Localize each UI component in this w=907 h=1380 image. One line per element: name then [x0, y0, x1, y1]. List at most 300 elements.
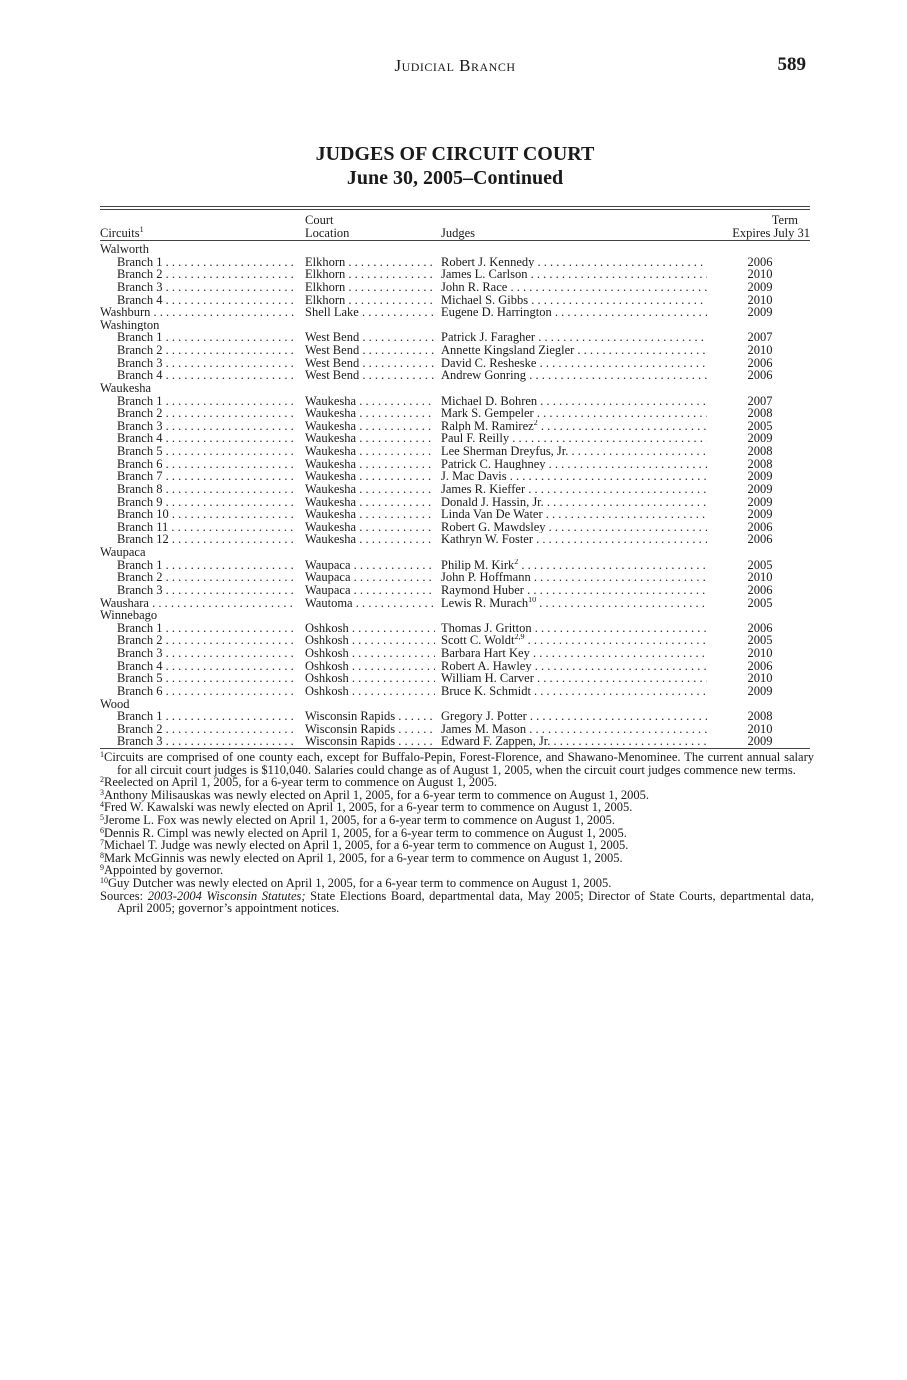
table-row	[100, 407, 810, 420]
circuit-name: Branch 2	[117, 268, 163, 281]
term-expires: 2006	[747, 368, 773, 383]
court-location: Oshkosh	[305, 634, 349, 647]
circuit-cell	[117, 281, 296, 294]
location-cell	[305, 634, 435, 647]
circuit-cell	[100, 243, 296, 256]
circuit-cell	[117, 395, 296, 408]
court-location: Elkhorn	[305, 293, 346, 307]
circuit-name: Waushara	[100, 596, 149, 610]
circuit-cell	[100, 698, 296, 711]
circuit-cell	[117, 660, 296, 673]
court-location: Oshkosh	[305, 647, 349, 660]
circuit-cell	[117, 432, 296, 445]
table-title-main: JUDGES OF CIRCUIT COURT	[315, 143, 595, 165]
judge-name: Donald J. Hassin, Jr.	[441, 495, 544, 509]
court-location: Wisconsin Rapids	[305, 710, 396, 723]
term-expires: 2007	[747, 330, 773, 345]
term-expires: 2010	[747, 646, 773, 660]
court-location: Waupaca	[305, 558, 351, 572]
term-expires: 2005	[747, 595, 773, 610]
table-row	[100, 622, 810, 635]
table-row	[100, 660, 810, 673]
circuit-cell	[100, 597, 296, 610]
table-row	[100, 496, 810, 509]
circuit-name: Branch 5	[117, 445, 163, 458]
footnote-number: 8	[100, 850, 104, 860]
judge-cell	[441, 710, 707, 723]
circuit-cell	[117, 496, 296, 509]
judge-cell	[441, 660, 707, 673]
circuit-name: Branch 1	[117, 621, 163, 635]
location-cell	[305, 597, 435, 610]
judge-name: Mark S. Gempeler	[441, 407, 534, 420]
judge-cell	[441, 407, 707, 420]
circuit-cell	[117, 294, 296, 307]
circuit-name: Branch 12	[117, 533, 169, 546]
judge-name: Michael D. Bohren	[441, 394, 538, 408]
term-expires: 2008	[747, 444, 773, 458]
judge-name: Thomas J. Gritton	[441, 621, 532, 635]
circuit-name: Branch 8	[117, 482, 163, 496]
col-header-term: Term Expires July 31	[732, 213, 810, 240]
footnote-text: Appointed by governor.	[104, 863, 224, 878]
location-cell	[305, 660, 435, 673]
circuit-name: Branch 9	[117, 495, 163, 509]
judge-cell	[441, 357, 707, 370]
judge-cell	[441, 647, 707, 660]
table-row	[100, 634, 810, 647]
judge-name: Paul F. Reilly	[441, 432, 510, 445]
term-expires: 2009	[747, 279, 773, 294]
circuit-cell	[117, 672, 296, 685]
table-row	[100, 735, 810, 748]
judge-cell	[441, 445, 707, 458]
circuit-cell	[117, 407, 296, 420]
table-row	[100, 483, 810, 496]
circuit-name: Branch 3	[117, 280, 163, 294]
location-cell	[305, 672, 435, 685]
location-cell	[305, 395, 435, 408]
judge-name: Linda Van De Water	[441, 508, 543, 521]
judge-name: Barbara Hart Key	[441, 647, 530, 660]
sources-text: State Elections Board, departmental data, May 2005; Director of State Courts, departmental data, April 2005; governor’s appointment notices.	[117, 888, 815, 916]
top-rule-2	[100, 209, 810, 210]
circuit-name: Branch 2	[117, 722, 163, 736]
location-cell	[305, 432, 435, 445]
circuit-cell	[117, 445, 296, 458]
col-header-judges: Judges	[441, 226, 476, 240]
term-expires: 2010	[747, 343, 773, 357]
circuit-name: Branch 3	[117, 735, 163, 748]
table-row	[100, 256, 810, 269]
table-row	[100, 533, 810, 546]
judge-name: Robert G. Mawdsley	[441, 520, 546, 534]
judge-name: Gregory J. Potter	[441, 710, 527, 723]
footnote-number: 7	[100, 838, 104, 848]
table-title-date: June 30, 2005–Continued	[346, 167, 564, 189]
court-location: West Bend	[305, 356, 360, 370]
circuit-name: Branch 7	[117, 470, 163, 483]
circuit-cell	[117, 357, 296, 370]
term-expires: 2006	[747, 532, 773, 547]
footnote-text: Dennis R. Cimpl was newly elected on April 1, 2005, for a 6-year term to commence on August 1, 2005.	[104, 825, 627, 840]
circuit-cell	[117, 634, 296, 647]
footnote-number: 5	[100, 812, 104, 822]
circuit-name: Branch 10	[117, 508, 169, 521]
judge-name: Lewis R. Murach	[441, 596, 529, 610]
table-row	[100, 331, 810, 344]
sources-label: Sources:	[100, 888, 144, 903]
footnote-text: Guy Dutcher was newly elected on April 1, 2005, for a 6-year term to commence on August 1, 2005.	[108, 875, 612, 890]
circuit-cell	[117, 584, 296, 597]
location-cell	[305, 508, 435, 521]
court-location: Shell Lake	[305, 306, 359, 319]
circuit-name: Branch 4	[117, 432, 163, 445]
judge-name: Eugene D. Harrington	[441, 306, 552, 319]
table-row	[100, 521, 810, 534]
court-location: Oshkosh	[305, 684, 349, 698]
circuit-cell	[117, 268, 296, 281]
table-row	[100, 294, 810, 307]
judge-cell	[441, 584, 707, 597]
location-cell	[305, 622, 435, 635]
location-cell	[305, 735, 435, 748]
term-expires: 2007	[747, 393, 773, 408]
circuit-name: Winnebago	[100, 609, 158, 622]
term-expires: 2010	[747, 721, 773, 736]
term-expires: 2008	[747, 456, 773, 471]
table-row	[100, 432, 810, 445]
footnotes	[100, 751, 814, 915]
circuit-name: Branch 1	[117, 558, 163, 572]
table-row	[100, 723, 810, 736]
circuit-name: Branch 4	[117, 293, 163, 307]
judge-cell	[441, 672, 707, 685]
footnote-text: Reelected on April 1, 2005, for a 6-year term to commence on August 1, 2005.	[104, 775, 497, 790]
court-location: Waukesha	[305, 482, 357, 496]
circuit-cell	[117, 420, 296, 433]
circuit-cell	[117, 521, 296, 534]
table-row	[100, 508, 810, 521]
table-row	[100, 597, 810, 610]
circuit-heading	[100, 243, 810, 256]
court-location: Waukesha	[305, 419, 357, 433]
circuit-cell	[117, 710, 296, 723]
judge-cell	[441, 496, 707, 509]
judge-cell	[441, 483, 707, 496]
judge-name: James R. Kieffer	[441, 482, 526, 496]
circuit-cell	[100, 306, 296, 319]
circuit-name: Branch 6	[117, 457, 163, 471]
circuit-cell	[117, 571, 296, 584]
judge-name: Michael S. Gibbs	[441, 293, 529, 307]
judge-cell	[441, 281, 707, 294]
circuit-name: Wood	[100, 697, 130, 711]
judge-name: Edward F. Zappen, Jr.	[441, 735, 551, 748]
location-cell	[305, 710, 435, 723]
location-cell	[305, 306, 435, 319]
court-location: Waukesha	[305, 445, 357, 458]
location-cell	[305, 584, 435, 597]
court-location: Waupaca	[305, 571, 351, 584]
circuit-name: Branch 3	[117, 419, 163, 433]
top-rule	[100, 206, 810, 207]
circuit-cell	[100, 609, 296, 622]
circuit-heading	[100, 382, 810, 395]
term-expires: 2009	[747, 469, 773, 484]
term-expires: 2005	[747, 557, 773, 572]
footnote	[100, 751, 814, 776]
court-location: Oshkosh	[305, 621, 349, 635]
circuit-name: Branch 3	[117, 647, 163, 660]
court-location: Oshkosh	[305, 672, 349, 685]
table-row	[100, 458, 810, 471]
footnote-ref: 2	[514, 558, 519, 566]
footnote-number: 3	[100, 787, 104, 797]
judge-name: Annette Kingsland Ziegler	[441, 344, 575, 357]
judge-name: James M. Mason	[441, 722, 527, 736]
footnote-number: 10	[100, 875, 108, 885]
judge-cell	[441, 395, 707, 408]
term-expires: 2008	[747, 406, 773, 421]
location-cell	[305, 294, 435, 307]
term-expires: 2009	[747, 494, 773, 509]
judge-cell	[441, 508, 707, 521]
location-cell	[305, 458, 435, 471]
term-expires: 2009	[747, 305, 773, 320]
circuit-name: Branch 2	[117, 407, 163, 420]
court-location: Waukesha	[305, 457, 357, 471]
sources	[100, 890, 814, 915]
judge-name: James L. Carlson	[441, 268, 528, 281]
circuit-name: Waupaca	[100, 546, 146, 559]
location-cell	[305, 331, 435, 344]
circuit-name: Branch 2	[117, 571, 163, 584]
circuit-cell	[117, 458, 296, 471]
judge-name: Philip M. Kirk	[441, 558, 515, 572]
table-row	[100, 357, 810, 370]
location-cell	[305, 521, 435, 534]
table-row	[100, 470, 810, 483]
footnote-text: Jerome L. Fox was newly elected on April 1, 2005, for a 6-year term to commence on August 1, 2005.	[104, 812, 615, 827]
judge-name: Robert A. Hawley	[441, 659, 532, 673]
circuit-cell	[117, 685, 296, 698]
table-row	[100, 306, 810, 319]
court-location: Waukesha	[305, 407, 357, 420]
judge-name: Andrew Gonring	[441, 369, 527, 382]
court-location: Wautoma	[305, 596, 353, 610]
location-cell	[305, 369, 435, 382]
circuit-name: Branch 2	[117, 634, 163, 647]
table-row	[100, 420, 810, 433]
footnote-number: 1	[100, 750, 104, 759]
court-location: Waukesha	[305, 533, 357, 546]
circuit-name: Washington	[100, 318, 160, 332]
judge-name: William H. Carver	[441, 672, 534, 685]
circuit-cell	[117, 483, 296, 496]
term-expires: 2008	[747, 709, 773, 724]
circuit-name: Branch 3	[117, 583, 163, 597]
table-row	[100, 395, 810, 408]
term-expires: 2010	[747, 292, 773, 307]
term-expires: 2009	[747, 431, 773, 446]
footnote-ref: 2	[533, 419, 538, 427]
judge-name: John R. Race	[441, 280, 508, 294]
court-location: Oshkosh	[305, 659, 349, 673]
footnote-number: 6	[100, 825, 104, 835]
circuit-cell	[117, 559, 296, 572]
judge-cell	[441, 344, 707, 357]
term-expires: 2009	[747, 507, 773, 522]
table-row	[100, 559, 810, 572]
judge-name: John P. Hoffmann	[441, 571, 531, 584]
circuit-cell	[117, 256, 296, 269]
judge-name: Patrick J. Faragher	[441, 331, 536, 344]
circuit-name: Branch 1	[117, 331, 163, 344]
judge-cell	[441, 597, 707, 610]
location-cell	[305, 533, 435, 546]
circuit-cell	[117, 647, 296, 660]
circuit-name: Branch 3	[117, 356, 163, 370]
court-location: Waukesha	[305, 470, 357, 483]
judge-name: Kathryn W. Foster	[441, 533, 534, 546]
table-title	[100, 142, 810, 190]
judge-cell	[441, 735, 707, 748]
circuit-name: Washburn	[100, 306, 151, 319]
court-location: Waupaca	[305, 583, 351, 597]
circuit-cell	[117, 622, 296, 635]
term-expires: 2010	[747, 671, 773, 686]
footnote-ref: 10	[528, 596, 537, 604]
term-expires: 2010	[747, 570, 773, 585]
court-location: Wisconsin Rapids	[305, 722, 396, 736]
table-row	[100, 685, 810, 698]
court-location: Waukesha	[305, 495, 357, 509]
table-row	[100, 369, 810, 382]
col-header-court: Court Location	[305, 213, 350, 240]
circuit-cell	[117, 735, 296, 748]
footnote-number: 4	[100, 800, 104, 810]
footnote-number: 9	[100, 863, 104, 873]
footnote-text: Mark McGinnis was newly elected on April 1, 2005, for a 6-year term to commence on August 1, 2005.	[104, 850, 623, 865]
judge-name: Bruce K. Schmidt	[441, 684, 531, 698]
circuit-cell	[100, 319, 296, 332]
footnote-number: 2	[100, 775, 104, 785]
table-row	[100, 672, 810, 685]
circuit-cell	[117, 344, 296, 357]
location-cell	[305, 344, 435, 357]
location-cell	[305, 571, 435, 584]
table-row	[100, 647, 810, 660]
location-cell	[305, 470, 435, 483]
circuit-heading	[100, 698, 810, 711]
table-row	[100, 710, 810, 723]
table-row	[100, 268, 810, 281]
circuit-name: Branch 1	[117, 394, 163, 408]
judge-cell	[441, 723, 707, 736]
col-header-circuits: Circuits$^1$	[100, 225, 144, 240]
judge-name: Ralph M. Ramirez	[441, 419, 534, 433]
judge-cell	[441, 685, 707, 698]
circuit-cell	[117, 331, 296, 344]
location-cell	[305, 420, 435, 433]
circuit-heading	[100, 319, 810, 332]
table-row	[100, 344, 810, 357]
judge-cell	[441, 268, 707, 281]
term-expires: 2006	[747, 519, 773, 534]
circuit-name: Branch 4	[117, 659, 163, 673]
term-expires: 2009	[747, 481, 773, 496]
circuit-cell	[100, 382, 296, 395]
running-head	[100, 56, 810, 80]
judge-cell	[441, 470, 707, 483]
judge-name: Robert J. Kennedy	[441, 255, 535, 269]
circuit-cell	[117, 533, 296, 546]
court-location: Waukesha	[305, 508, 357, 521]
sources-statutes: 2003-2004 Wisconsin Statutes;	[147, 888, 306, 903]
judge-cell	[441, 369, 707, 382]
circuit-heading	[100, 546, 810, 559]
judge-cell	[441, 420, 707, 433]
location-cell	[305, 281, 435, 294]
page-number: 589	[777, 54, 806, 75]
judge-name: Lee Sherman Dreyfus, Jr.	[441, 445, 569, 458]
judge-name: Patrick C. Haughney	[441, 457, 546, 471]
judge-cell	[441, 294, 707, 307]
circuit-cell	[117, 508, 296, 521]
term-expires: 2006	[747, 254, 773, 269]
location-cell	[305, 256, 435, 269]
judge-cell	[441, 571, 707, 584]
court-location: Waukesha	[305, 394, 357, 408]
judge-name: J. Mac Davis	[441, 470, 507, 483]
location-cell	[305, 407, 435, 420]
court-location: West Bend	[305, 331, 360, 344]
location-cell	[305, 685, 435, 698]
court-location: West Bend	[305, 369, 360, 382]
judge-cell	[441, 331, 707, 344]
judge-cell	[441, 256, 707, 269]
court-location: Waukesha	[305, 432, 357, 445]
circuit-name: Waukesha	[100, 381, 152, 395]
footnote-ref: 2,9	[514, 634, 525, 642]
judge-name: Scott C. Woldt	[441, 634, 515, 647]
circuit-cell	[100, 546, 296, 559]
circuit-cell	[117, 470, 296, 483]
circuit-name: Branch 1	[117, 710, 163, 723]
court-location: Elkhorn	[305, 268, 346, 281]
location-cell	[305, 647, 435, 660]
judges-table	[100, 243, 810, 748]
circuit-name: Branch 2	[117, 344, 163, 357]
judge-cell	[441, 306, 707, 319]
table-row	[100, 584, 810, 597]
location-cell	[305, 483, 435, 496]
circuit-name: Branch 4	[117, 369, 163, 382]
section-title: Judicial Branch	[394, 56, 516, 75]
judge-cell	[441, 432, 707, 445]
judge-cell	[441, 458, 707, 471]
term-expires: 2009	[747, 683, 773, 698]
court-location: Elkhorn	[305, 280, 346, 294]
location-cell	[305, 357, 435, 370]
circuit-cell	[117, 723, 296, 736]
term-expires: 2005	[747, 633, 773, 648]
term-expires: 2010	[747, 267, 773, 282]
location-cell	[305, 559, 435, 572]
footnote-text: Fred W. Kawalski was newly elected on April 1, 2005, for a 6-year term to commence on August 1, 2005.	[104, 800, 633, 815]
header-rule	[100, 240, 810, 241]
